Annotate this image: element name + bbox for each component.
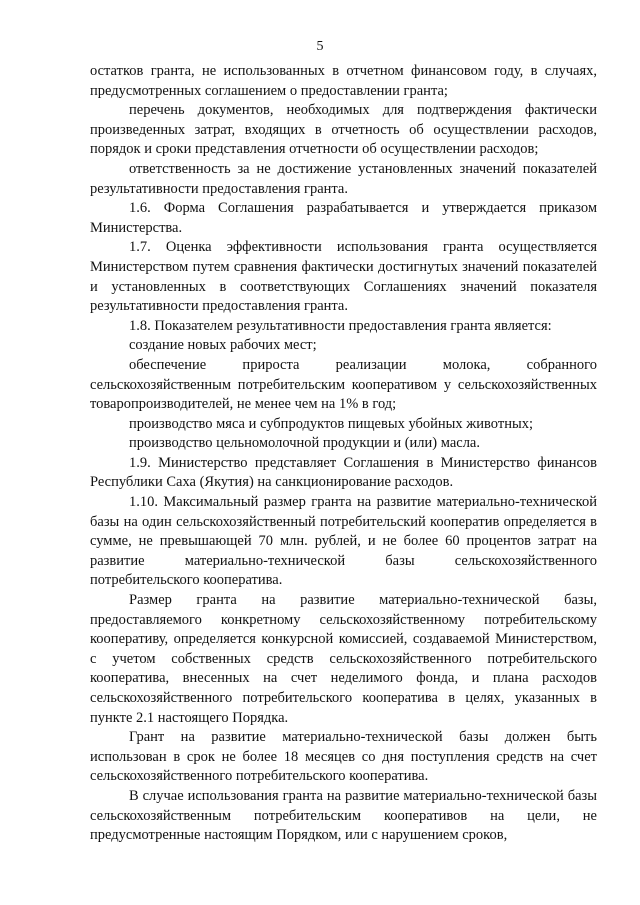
list-item-dairy-production: производство цельномолочной продукции и (или) масла.	[129, 435, 480, 452]
list-item-milk-sales: обеспечение прироста реализации молока, собранного сельскохозяйственным потребительским кооперативом у сельскохозяйственных товаропроизводителей, не менее чем на 1% в год;	[90, 356, 597, 413]
paragraph-1-10: 1.10. Максимальный размер гранта на развитие материально-технической базы на один сельскохозяйственный потребительский кооператив определяется в сумме, не превышающей 70 млн. рублей, и не более 60 процентов затрат на развитие материально-технической базы сельскохозяйственного потребительского кооператива.	[90, 494, 597, 589]
paragraph-continuation: остатков гранта, не использованных в отчетном финансовом году, в случаях, предусмотренных соглашением о предоставлении гранта;	[90, 63, 597, 99]
paragraph-misuse: В случае использования гранта на развитие материально-технической базы сельскохозяйственным потребительским кооперативов на цели, не предусмотренные настоящим Порядком, или с нарушением сроков,	[90, 787, 597, 844]
list-item-new-jobs: создание новых рабочих мест;	[129, 337, 317, 354]
paragraph-grant-term: Грант на развитие материально-технической базы должен быть использован в срок не более 18 месяцев со дня поступления средств на счет сельскохозяйственного потребительского кооператива.	[90, 729, 597, 785]
page-number: 5	[316, 39, 324, 54]
paragraph-responsibility: ответственность за не достижение установленных значений показателей результативности предоставления гранта.	[90, 160, 597, 197]
paragraph-grant-size: Размер гранта на развитие материально-технической базы, предоставляемого конкретному сельскохозяйственному потребительскому кооперативу, определяется конкурсной комиссией, создаваемой Министерством, с учетом собственных средств сельскохозяйственного потребительского кооператива, внесенных на счет неделимого фонда, и плана расходов сельскохозяйственного потребительского кооператива в целях, указанных в пункте 2.1 настоящего Порядка.	[90, 592, 597, 726]
paragraph-1-9: 1.9. Министерство представляет Соглашения в Министерство финансов Республики Саха (Якутия) на санкционирование расходов.	[90, 454, 597, 491]
paragraph-1-7: 1.7. Оценка эффективности использования гранта осуществляется Министерством путем сравнения фактически достигнутых значений показателей и установленных в соответствующих Соглашениях значений показателя результативности предоставления гранта.	[90, 239, 597, 315]
paragraph-documents-list: перечень документов, необходимых для подтверждения фактически произведенных затрат, входящих в отчетность об осуществлении расходов, порядок и сроки представления отчетности об осуществлении расходов;	[90, 102, 597, 158]
document-body	[90, 62, 597, 846]
paragraph-1-8: 1.8. Показателем результативности предоставления гранта является:	[129, 317, 552, 334]
paragraph-1-6: 1.6. Форма Соглашения разрабатывается и утверждается приказом Министерства.	[90, 200, 597, 236]
list-item-meat-production: производство мяса и субпродуктов пищевых убойных животных;	[129, 415, 533, 432]
